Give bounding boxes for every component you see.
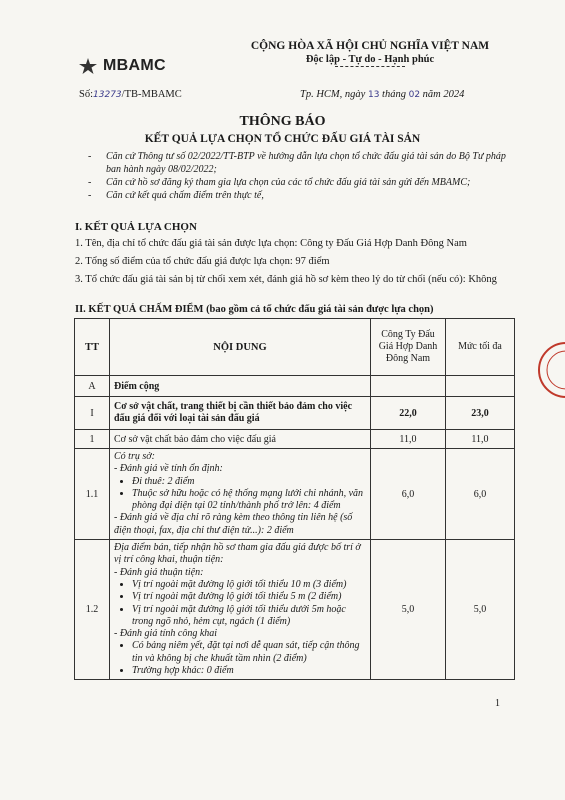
row-a-max xyxy=(446,376,515,397)
row-1-max: 11,0 xyxy=(446,430,515,449)
list-item: • Trường hợp khác: 0 điểm xyxy=(132,665,366,677)
legal-basis-list xyxy=(88,150,518,202)
section-1-item-3: 3. Tổ chức đấu giá tài sản bị từ chối xem xét, đánh giá hồ sơ kèm theo lý do từ chối (nếu có): Không xyxy=(75,274,497,285)
header-tt: TT xyxy=(75,319,110,376)
row-12-sub2: - Đánh giá tính công khai xyxy=(114,628,218,640)
row-1-content: Cơ sở vật chất bảo đảm cho việc đấu giá xyxy=(110,430,371,449)
list-item: • Vị trí ngoài mặt đường lộ giới tối thiểu 5 m (2 điểm) xyxy=(132,591,366,603)
document-subtitle: KẾT QUẢ LỰA CHỌN TỔ CHỨC ĐẤU GIÁ TÀI SẢN xyxy=(144,133,421,145)
country-name: CỘNG HÒA XÃ HỘI CHỦ NGHĨA VIỆT NAM xyxy=(250,40,490,52)
row-1-score: 11,0 xyxy=(371,430,446,449)
row-i-tt: I xyxy=(75,397,110,430)
row-11-score: 6,0 xyxy=(371,449,446,540)
row-12-sub1: - Đánh giá thuận tiện: xyxy=(114,566,204,578)
month-handwritten: 02 xyxy=(408,90,421,100)
row-1-tt: 1 xyxy=(75,430,110,449)
section-1-heading: I. KẾT QUẢ LỰA CHỌN xyxy=(75,221,197,233)
row-i-content: Cơ sở vật chất, trang thiết bị cần thiết bảo đảm cho việc đấu giá đối với loại tài sản đấu giá xyxy=(110,397,371,430)
motto-divider xyxy=(335,66,405,67)
day-handwritten: 13 xyxy=(367,90,380,100)
header-company: Công Ty Đấu Giá Hợp Danh Đông Nam xyxy=(371,319,446,376)
row-12-bullets2 xyxy=(114,640,366,677)
row-a-content: Điểm cộng xyxy=(110,376,371,397)
header-content: NỘI DUNG xyxy=(110,319,371,376)
list-item: • Đi thuê: 2 điểm xyxy=(132,476,366,488)
table-row xyxy=(75,540,515,680)
row-i-score: 22,0 xyxy=(371,397,446,430)
table-row xyxy=(75,397,515,430)
row-11-intro: Có trụ sở: xyxy=(114,451,155,462)
row-12-content xyxy=(110,540,371,680)
table-header-row xyxy=(75,319,515,376)
page-number: 1 xyxy=(495,698,500,709)
slogan: Độc lập - Tự do - Hạnh phúc xyxy=(305,54,435,65)
section-2-heading: II. KẾT QUẢ CHẤM ĐIỂM (bao gồm cả tổ chức đấu giá tài sản được lựa chọn) xyxy=(75,304,434,315)
document-title: THÔNG BÁO xyxy=(239,114,326,129)
row-a-score xyxy=(371,376,446,397)
star-logo-icon xyxy=(77,58,99,74)
row-11-sub1: - Đánh giá về tính ổn định: xyxy=(114,463,223,475)
row-12-max: 5,0 xyxy=(446,540,515,680)
list-item: • Vị trí ngoài mặt đường lộ giới tối thiểu dưới 5m hoặc trong ngõ nhỏ, hẻm cụt, ngách (1 điểm) xyxy=(132,604,366,629)
row-12-tt: 1.2 xyxy=(75,540,110,680)
section-1-item-2: 2. Tổng số điểm của tổ chức đấu giá được lựa chọn: 97 điểm xyxy=(75,256,330,267)
company-logo xyxy=(77,57,166,75)
section-1-item-1: 1. Tên, địa chỉ tổ chức đấu giá tài sản được lựa chọn: Công ty Đấu Giá Hợp Danh Đông Nam xyxy=(75,238,467,249)
list-item: • Có bảng niêm yết, đặt tại nơi dễ quan sát, tiếp cận thông tin và không bị che khuất tầm nhìn (2 điểm) xyxy=(132,640,366,665)
doc-number-prefix: Số: xyxy=(79,89,94,100)
row-11-sub2: - Đánh giá về địa chỉ rõ ràng kèm theo thông tin liên hệ (số điện thoại, fax, địa chỉ thư điện tử...): 2 điểm xyxy=(114,512,353,536)
header-max: Mức tối đa xyxy=(446,319,515,376)
table-row xyxy=(75,449,515,540)
red-seal-stamp-icon xyxy=(536,340,565,400)
logo-text: MBAMC xyxy=(103,57,166,74)
list-item: • Vị trí ngoài mặt đường lộ giới tối thiểu 10 m (3 điểm) xyxy=(132,579,366,591)
legal-basis-item: - Căn cứ kết quả chấm điểm trên thực tế, xyxy=(88,189,518,202)
national-motto xyxy=(215,40,525,67)
place-date xyxy=(300,89,464,100)
list-item: • Thuộc sở hữu hoặc có hệ thống mạng lưới chi nhánh, văn phòng đại diện tại 02 tỉnh/thành phố trở lên: 4 điểm xyxy=(132,488,366,513)
row-12-intro: Địa điểm bán, tiếp nhận hồ sơ tham gia đấu giá được bố trí ở vị trí công khai, thuận tiện: xyxy=(114,542,361,566)
month-word: tháng xyxy=(382,89,406,100)
row-11-content xyxy=(110,449,371,540)
row-11-bullets xyxy=(114,476,366,513)
row-11-tt: 1.1 xyxy=(75,449,110,540)
doc-number-suffix: /TB-MBAMC xyxy=(121,89,182,100)
year-text: năm 2024 xyxy=(422,89,465,100)
document-number xyxy=(79,89,182,100)
row-a-tt: A xyxy=(75,376,110,397)
table-row xyxy=(75,430,515,449)
legal-basis-item: - Căn cứ Thông tư số 02/2022/TT-BTP về hướng dẫn lựa chọn tổ chức đấu giá tài sản do Bộ Tư pháp ban hành ngày 08/02/2022; xyxy=(88,150,518,176)
place-prefix: Tp. HCM, ngày xyxy=(300,89,366,100)
doc-number-handwritten: 13273 xyxy=(93,90,122,100)
row-11-max: 6,0 xyxy=(446,449,515,540)
row-i-max: 23,0 xyxy=(446,397,515,430)
table-row xyxy=(75,376,515,397)
scoring-table xyxy=(74,318,515,680)
row-12-score: 5,0 xyxy=(371,540,446,680)
row-12-bullets1 xyxy=(114,579,366,628)
legal-basis-item: - Căn cứ hồ sơ đăng ký tham gia lựa chọn của các tổ chức đấu giá tài sản gửi đến MBAMC; xyxy=(88,176,518,189)
